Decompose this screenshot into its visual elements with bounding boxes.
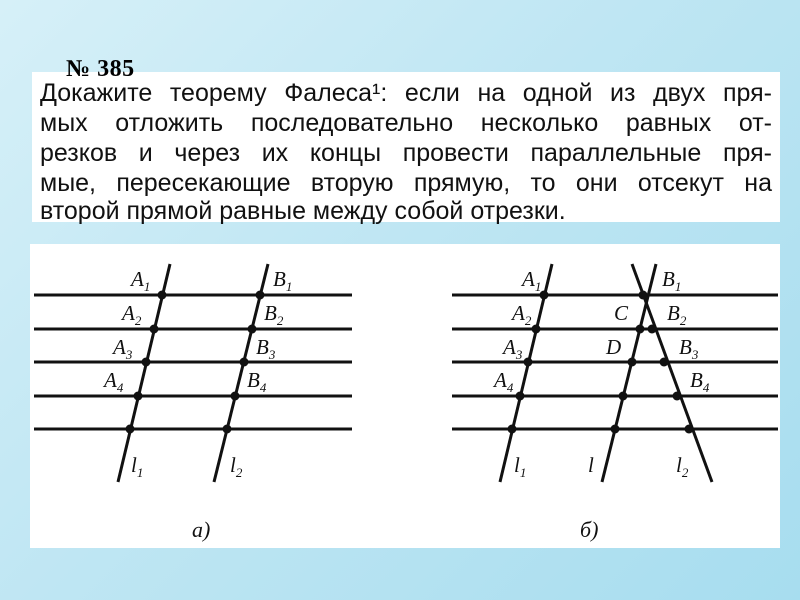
point-dot — [240, 358, 249, 367]
label-b1: $B_1$ — [662, 267, 682, 294]
point-dot — [516, 392, 525, 401]
point-dot — [524, 358, 533, 367]
figure-a — [34, 264, 352, 482]
label-b2: $B_2$ — [667, 301, 687, 328]
point-dot — [134, 392, 143, 401]
point-dot — [508, 425, 517, 434]
label-a4: $A_4$ — [494, 368, 514, 395]
label-c: C — [614, 301, 629, 325]
problem-text-line: второй прямой равные между собой отрезки. — [40, 197, 566, 225]
point-dot — [142, 358, 151, 367]
label-a4: $A_4$ — [104, 368, 124, 395]
label-b2: $B_2$ — [264, 301, 284, 328]
point-dot — [248, 325, 257, 334]
figure-b-caption: б) — [580, 517, 599, 542]
line-l — [602, 264, 656, 482]
point-dot — [223, 425, 232, 434]
point-dot — [673, 392, 682, 401]
figure-a-caption: а) — [192, 517, 211, 542]
point-dot — [126, 425, 135, 434]
label-b4: $B_4$ — [690, 368, 710, 395]
point-dot — [660, 358, 669, 367]
figures-panel — [30, 244, 780, 548]
point-dot — [685, 425, 694, 434]
point-dot — [636, 325, 645, 334]
label-a1: $A_1$ — [522, 267, 542, 294]
point-dot — [619, 392, 628, 401]
problem-text-box — [32, 72, 780, 225]
point-dot — [639, 291, 648, 300]
label-b4: $B_4$ — [247, 368, 267, 395]
label-line-l: l — [588, 453, 594, 477]
problem-text-line: резков и через их концы провести параллельные пря- — [40, 139, 772, 167]
label-a2: $A_2$ — [122, 301, 142, 328]
label-a2: $A_2$ — [512, 301, 532, 328]
label-b3: $B_3$ — [256, 335, 276, 362]
point-dot — [611, 425, 620, 434]
label-line-l2: $l_2$ — [676, 453, 689, 480]
point-dot — [648, 325, 657, 334]
label-a1: $A_1$ — [131, 267, 151, 294]
figure-b-labels — [492, 267, 710, 542]
problem-text-line: Докажите теорему Фалеса¹: если на одной из двух пря- — [40, 79, 772, 107]
point-dot — [256, 291, 265, 300]
point-dot — [628, 358, 637, 367]
figure-a-labels — [102, 267, 292, 542]
label-a3: $A_3$ — [113, 335, 133, 362]
label-b3: $B_3$ — [679, 335, 699, 362]
figures-svg — [30, 244, 780, 548]
problem-text-line: мых отложить последовательно несколько равных от- — [40, 109, 772, 137]
label-d: D — [606, 335, 622, 359]
label-line-l1: $l_1$ — [514, 453, 527, 480]
problem-number: № 385 — [66, 56, 135, 82]
label-line-l2: $l_2$ — [230, 453, 243, 480]
point-dot — [532, 325, 541, 334]
point-dot — [158, 291, 167, 300]
point-dot — [231, 392, 240, 401]
label-line-l1: $l_1$ — [131, 453, 144, 480]
point-dot — [150, 325, 159, 334]
label-b1: $B_1$ — [273, 267, 293, 294]
problem-text-line: мые, пересекающие вторую прямую, то они отсекут на — [40, 169, 772, 197]
label-a3: $A_3$ — [503, 335, 523, 362]
